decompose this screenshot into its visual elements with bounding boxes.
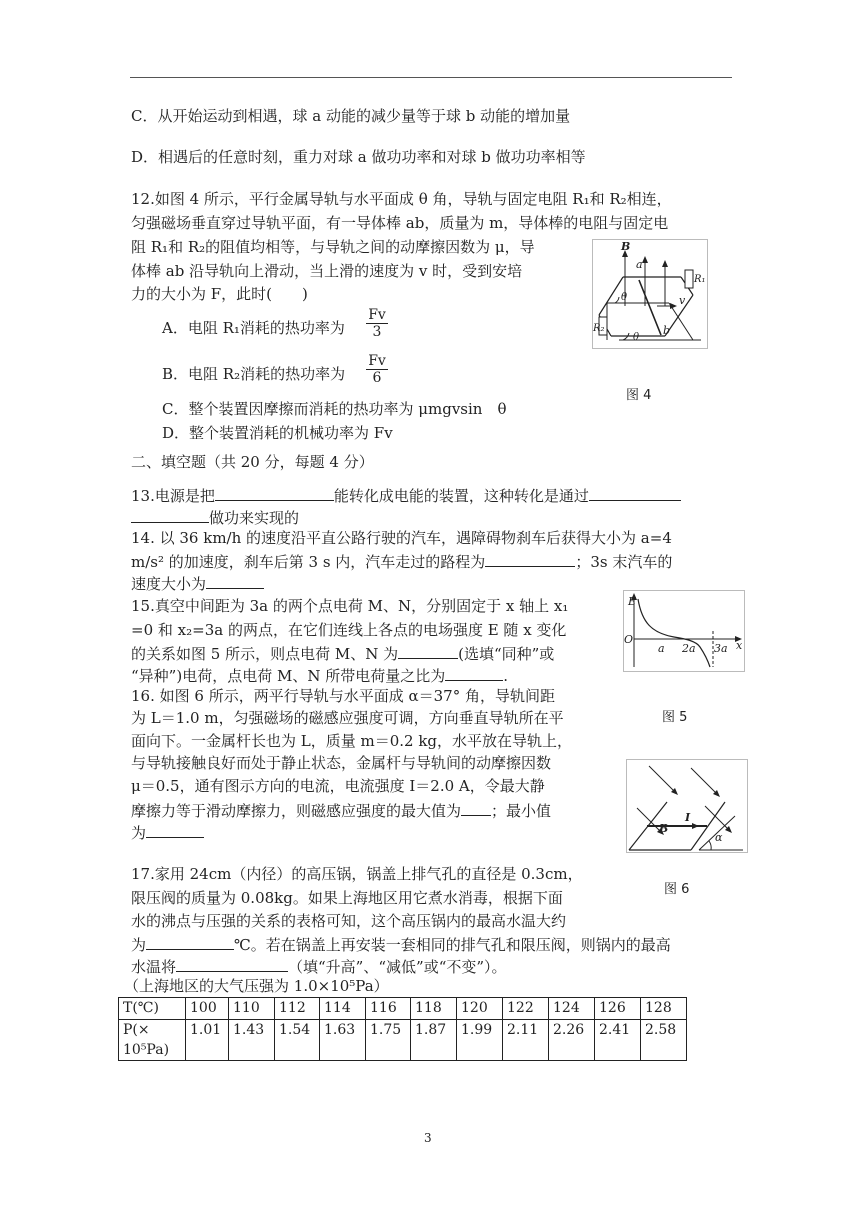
q17-line-4	[131, 933, 671, 955]
resistor-r1	[685, 270, 693, 288]
fraction-numerator: Fv	[368, 353, 386, 369]
fig5-label-x: x	[736, 639, 743, 652]
q12-line-4: 体棒 ab 沿导轨向上滑动，当上滑的速度为 v 时，受到安培	[131, 262, 523, 280]
table-cell: 1.75	[366, 1020, 411, 1061]
table-cell: 128	[641, 998, 687, 1020]
fig4-label-b-field: B	[621, 240, 631, 253]
pressure-header-line-2: 10⁵Pa)	[123, 1042, 170, 1058]
table-cell: 1.54	[275, 1020, 320, 1061]
table-row-pressure	[119, 1020, 687, 1061]
fig5-label-o: O	[624, 633, 634, 646]
table-cell: 2.11	[503, 1020, 549, 1061]
q14-blank-2[interactable]	[206, 572, 264, 589]
figure-6-diagram	[627, 760, 747, 852]
table-cell: 2.58	[641, 1020, 687, 1061]
figure-6	[626, 759, 748, 853]
q13-blank-3[interactable]	[131, 506, 209, 523]
fig5-label-a: a	[658, 642, 665, 655]
q12-option-b-fraction	[366, 353, 388, 386]
fig6-label-i: I	[685, 811, 691, 824]
q16-text-7: 为	[131, 824, 147, 842]
figure-6-caption: 图 6	[664, 882, 690, 897]
option-d-prev: D．相遇后的任意时刻，重力对球 a 做功功率和对球 b 做功功率相等	[131, 148, 586, 166]
q17-blank-1[interactable]	[146, 933, 234, 950]
q12-line-5: 力的大小为 F，此时( )	[131, 285, 308, 303]
table-cell: 1.87	[411, 1020, 457, 1061]
q15-text-3b: (选填“同种”或	[458, 645, 555, 663]
figure-4-diagram	[593, 240, 707, 348]
table-cell: 120	[457, 998, 503, 1020]
q15-line-4	[131, 664, 508, 686]
option-c-prev: C．从开始运动到相遇，球 a 动能的减少量等于球 b 动能的增加量	[131, 107, 571, 125]
q14-line-3	[131, 572, 264, 594]
table-cell: 112	[275, 998, 320, 1020]
q17-line-3: 水的沸点与压强的关系的表格可知，这个高压锅内的最高水温大约	[131, 912, 567, 930]
q12-line-2: 匀强磁场垂直穿过导轨平面，有一导体棒 ab，质量为 m，导体棒的电阻与固定电	[131, 214, 669, 232]
table-cell: 1.43	[229, 1020, 275, 1061]
fig6-label-b: B	[659, 822, 669, 835]
fig5-label-2a: 2a	[682, 642, 696, 655]
figure-4-caption: 图 4	[626, 388, 652, 403]
q16-text-6a: 摩擦力等于滑动摩擦力，则磁感应强度的最大值为	[131, 802, 462, 820]
header-rule	[130, 77, 732, 78]
q17-blank-2[interactable]	[176, 955, 288, 972]
q15-blank-1[interactable]	[398, 642, 458, 659]
q17-text-4b: ℃。若在锅盖上再安装一套相同的排气孔和限压阀，则锅内的最高	[234, 936, 671, 954]
fig4-label-v: v	[679, 294, 686, 307]
q13-blank-1[interactable]	[215, 484, 334, 501]
q16-line-5: μ＝0.5，通有图示方向的电流，电流强度 I＝2.0 A，令最大静	[131, 777, 545, 795]
q12-option-a: A．电阻 R₁消耗的热功率为	[162, 319, 345, 337]
q14-blank-1[interactable]	[485, 550, 575, 567]
table-cell: 2.41	[595, 1020, 641, 1061]
q16-line-1: 16. 如图 6 所示，两平行导轨与水平面成 α＝37° 角，导轨间距	[131, 687, 555, 705]
fig5-label-3a: 3a	[714, 642, 728, 655]
q15-line-3	[131, 642, 554, 664]
page-number: 3	[424, 1131, 432, 1145]
q14-line-1: 14. 以 36 km/h 的速度沿平直公路行驶的汽车，遇障碍物刹车后获得大小为 a=4	[131, 529, 672, 547]
q15-line-2: =0 和 x₂=3a 的两点，在它们连线上各点的电场强度 E 随 x 变化	[131, 621, 567, 639]
q12-line-3: 阻 R₁和 R₂的阻值均相等，与导轨之间的动摩擦因数为 μ，导	[131, 238, 535, 256]
q13-blank-2[interactable]	[589, 484, 681, 501]
q12-option-b: B．电阻 R₂消耗的热功率为	[162, 365, 346, 383]
fraction-denominator: 6	[366, 369, 388, 386]
q16-line-7	[131, 821, 204, 843]
table-row-temperature	[119, 998, 687, 1020]
q16-text-6b: ；最小值	[491, 802, 552, 820]
q16-line-4: 与导轨接触良好而处于静止状态，金属杆与导轨间的动摩擦因数	[131, 754, 552, 772]
table-cell: 114	[320, 998, 366, 1020]
q15-line-1: 15.真空中间距为 3a 的两个点电荷 M、N，分别固定于 x 轴上 x₁	[131, 597, 569, 615]
fig4-label-r1: R₁	[694, 274, 706, 285]
q17-line-5	[131, 955, 507, 977]
q12-option-a-fraction	[366, 307, 388, 340]
fig4-label-theta-bottom: θ	[633, 332, 640, 343]
pressure-header-line-1: P(×	[123, 1022, 150, 1038]
figure-5	[623, 590, 745, 672]
q14-text-2b: ；3s 末汽车的	[575, 553, 673, 571]
figure-4	[592, 239, 708, 349]
q17-text-5b: （填“升高”、“减低”或“不变”）。	[288, 958, 507, 976]
q16-blank-2[interactable]	[146, 821, 204, 838]
boiling-point-pressure-table	[118, 997, 687, 1061]
table-cell: 1.99	[457, 1020, 503, 1061]
fig4-label-r2: R₂	[593, 323, 605, 334]
q17-line-2: 限压阀的质量为 0.08kg。如果上海地区用它煮水消毒，根据下面	[131, 889, 563, 907]
table-header-pressure	[119, 1020, 186, 1061]
q12-line-1: 12.如图 4 所示，平行金属导轨与水平面成 θ 角，导轨与固定电阻 R₁和 R₂相连，	[131, 190, 672, 208]
fig4-label-a: a	[636, 258, 643, 271]
table-cell: 122	[503, 998, 549, 1020]
table-header-temperature: T(℃)	[119, 998, 186, 1020]
table-cell: 100	[186, 998, 229, 1020]
table-cell: 124	[549, 998, 595, 1020]
fraction-denominator: 3	[366, 323, 388, 340]
q17-text-4a: 为	[131, 936, 147, 954]
fig6-label-alpha: α	[715, 831, 723, 844]
q17-line-6: （上海地区的大气压强为 1.0×10⁵Pa）	[124, 977, 389, 995]
q15-text-3a: 的关系如图 5 所示，则点电荷 M、N 为	[131, 645, 399, 663]
q16-blank-1[interactable]	[461, 799, 491, 816]
fig4-label-theta-top: θ	[621, 292, 628, 303]
q14-text-2a: m/s² 的加速度，刹车后第 3 s 内，汽车走过的路程为	[131, 553, 486, 571]
q15-blank-2[interactable]	[445, 664, 503, 681]
q15-text-4a: “异种”)电荷，点电荷 M、N 所带电荷量之比为	[131, 667, 446, 685]
q12-option-c: C．整个装置因摩擦而消耗的热功率为 μmgvsin θ	[162, 400, 507, 418]
table-cell: 110	[229, 998, 275, 1020]
q13-text-2: 能转化成电能的装置，这种转化是通过	[333, 487, 589, 505]
q14-text-3: 速度大小为	[131, 575, 207, 593]
fig5-label-e: E	[628, 595, 637, 608]
q13-text-3: 做功来实现的	[209, 509, 300, 527]
table-cell: 116	[366, 998, 411, 1020]
q12-option-d: D．整个装置消耗的机械功率为 Fv	[162, 424, 393, 442]
q17-line-1: 17.家用 24cm（内径）的高压锅，锅盖上排气孔的直径是 0.3cm，	[131, 865, 583, 883]
table-cell: 118	[411, 998, 457, 1020]
fig4-label-b: b	[663, 324, 671, 337]
table-cell: 126	[595, 998, 641, 1020]
table-cell: 2.26	[549, 1020, 595, 1061]
q13-line-2	[131, 506, 299, 528]
q16-line-3: 面向下。一金属杆长也为 L，质量 m＝0.2 kg，水平放在导轨上，	[131, 732, 573, 750]
q13-text-1: 13.电源是把	[131, 487, 215, 505]
figure-5-graph	[624, 591, 744, 671]
fraction-numerator: Fv	[368, 307, 386, 323]
table-cell: 1.63	[320, 1020, 366, 1061]
q16-line-6	[131, 799, 551, 821]
q16-line-2: 为 L＝1.0 m，匀强磁场的磁感应强度可调，方向垂直导轨所在平	[131, 709, 564, 727]
figure-5-caption: 图 5	[662, 710, 688, 725]
q14-line-2	[131, 550, 672, 572]
table-cell: 1.01	[186, 1020, 229, 1061]
q13-line-1	[131, 484, 681, 506]
q17-text-5a: 水温将	[131, 958, 177, 976]
q15-text-4b: .	[503, 667, 508, 685]
section-2-title: 二、填空题（共 20 分，每题 4 分）	[131, 453, 374, 471]
